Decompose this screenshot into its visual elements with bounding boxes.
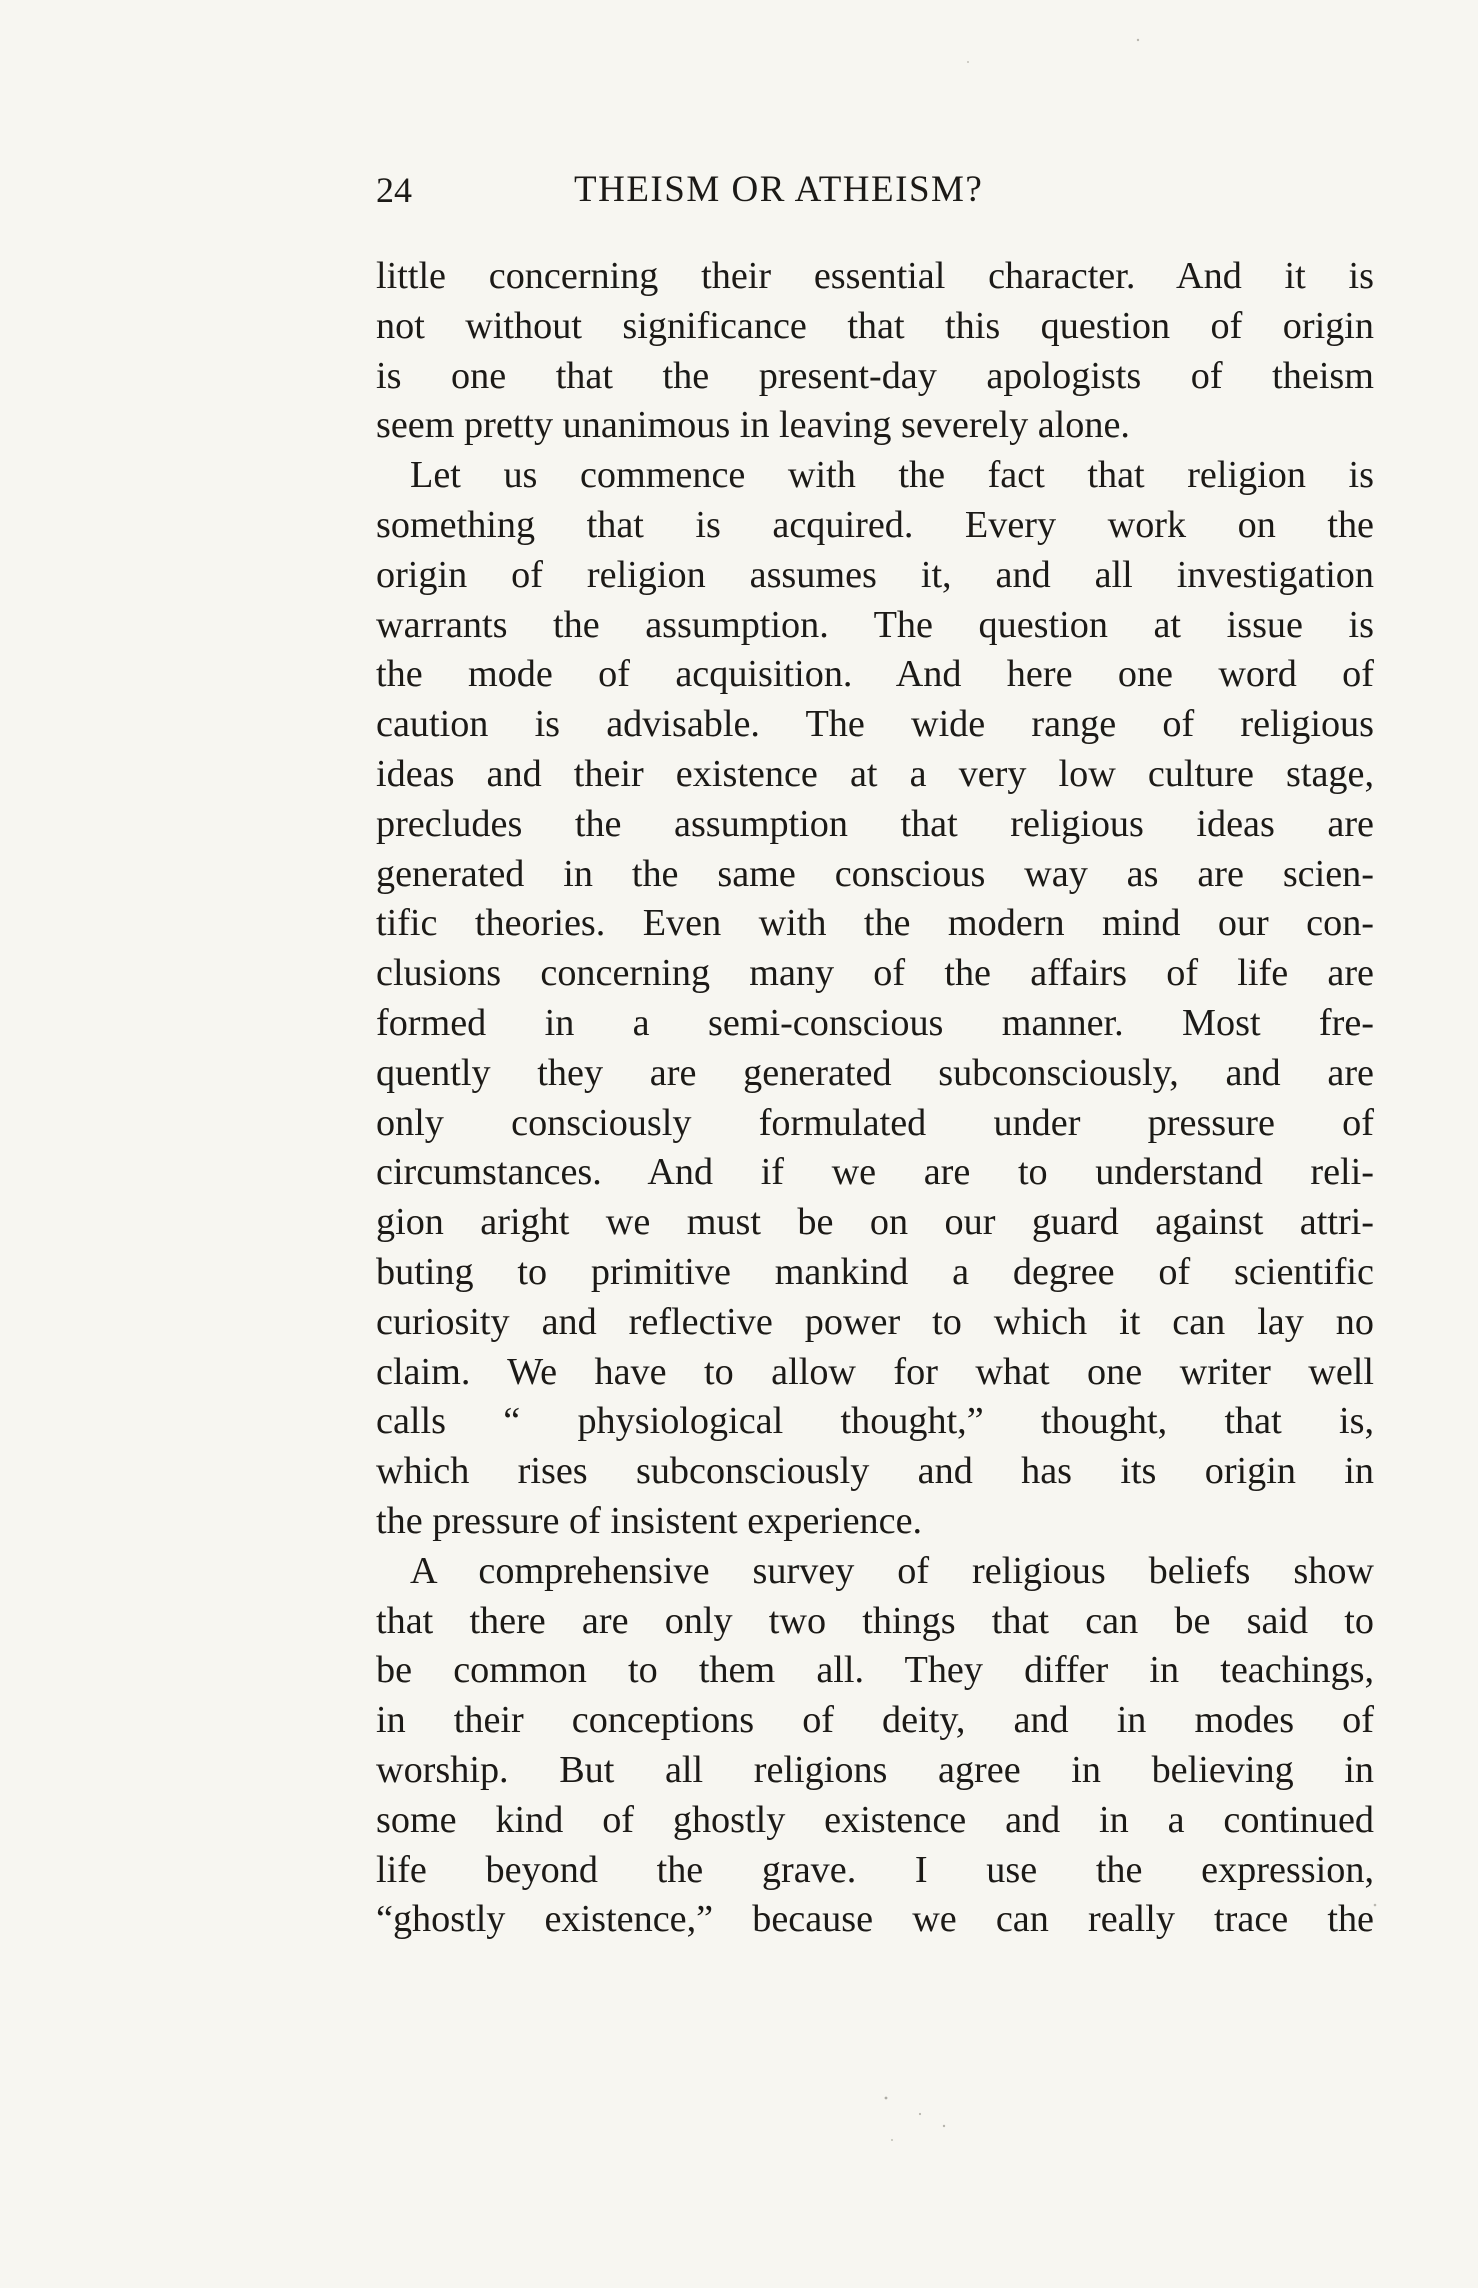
text-line: formed in a semi-conscious manner. Most fre- xyxy=(376,1001,1374,1044)
text-line: something that is acquired. Every work on the xyxy=(376,503,1374,546)
text-line: little concerning their essential character. And it is xyxy=(376,255,1374,297)
text-line: precludes the assumption that religious ideas are xyxy=(376,802,1374,845)
running-head xyxy=(376,165,1376,215)
text-line: A comprehensive survey of religious beliefs show xyxy=(410,1549,1374,1592)
text-line: “ghostly existence,” because we can really trace the xyxy=(376,1898,1374,1941)
text-line: circumstances. And if we are to understand reli- xyxy=(376,1151,1374,1194)
text-line: generated in the same conscious way as are scien- xyxy=(376,852,1374,895)
text-line: curiosity and reflective power to which it can lay no xyxy=(376,1300,1374,1343)
text-line: warrants the assumption. The question at issue is xyxy=(376,603,1374,646)
text-line: ideas and their existence at a very low culture stage, xyxy=(376,752,1374,795)
text-line: the pressure of insistent experience. xyxy=(376,1499,923,1542)
text-line: clusions concerning many of the affairs of life are xyxy=(376,952,1374,995)
text-line: worship. But all religions agree in believing in xyxy=(376,1748,1374,1791)
text-line: seem pretty unanimous in leaving severely alone. xyxy=(376,404,1130,447)
text-line: gion aright we must be on our guard against attri- xyxy=(376,1201,1374,1244)
text-line: only consciously formulated under pressure of xyxy=(376,1101,1374,1144)
text-line: origin of religion assumes it, and all investigation xyxy=(376,553,1374,596)
text-line: quently they are generated subconsciously, and are xyxy=(376,1051,1374,1094)
text-line: buting to primitive mankind a degree of scientific xyxy=(376,1250,1374,1293)
body-text xyxy=(376,252,1374,1945)
text-line: calls “ physiological thought,” thought, that is, xyxy=(376,1400,1374,1443)
text-line: is one that the present-day apologists of theism xyxy=(376,354,1374,397)
text-line: that there are only two things that can be said to xyxy=(376,1599,1374,1642)
text-line: claim. We have to allow for what one writer well xyxy=(376,1350,1374,1393)
text-line: Let us commence with the fact that religion is xyxy=(410,454,1374,497)
text-line: the mode of acquisition. And here one word of xyxy=(376,653,1374,696)
text-line: not without significance that this question of origin xyxy=(376,304,1374,347)
text-line: in their conceptions of deity, and in modes of xyxy=(376,1699,1374,1742)
text-line: caution is advisable. The wide range of religious xyxy=(376,703,1374,746)
text-line: tific theories. Even with the modern mind our con- xyxy=(376,902,1374,945)
text-line: life beyond the grave. I use the expression, xyxy=(376,1848,1374,1891)
text-line: some kind of ghostly existence and in a continued xyxy=(376,1798,1374,1841)
text-line: which rises subconsciously and has its origin in xyxy=(376,1450,1374,1493)
running-title: THEISM OR ATHEISM? xyxy=(574,169,984,210)
text-line: be common to them all. They differ in teachings, xyxy=(376,1649,1374,1692)
page-number: 24 xyxy=(376,170,412,210)
